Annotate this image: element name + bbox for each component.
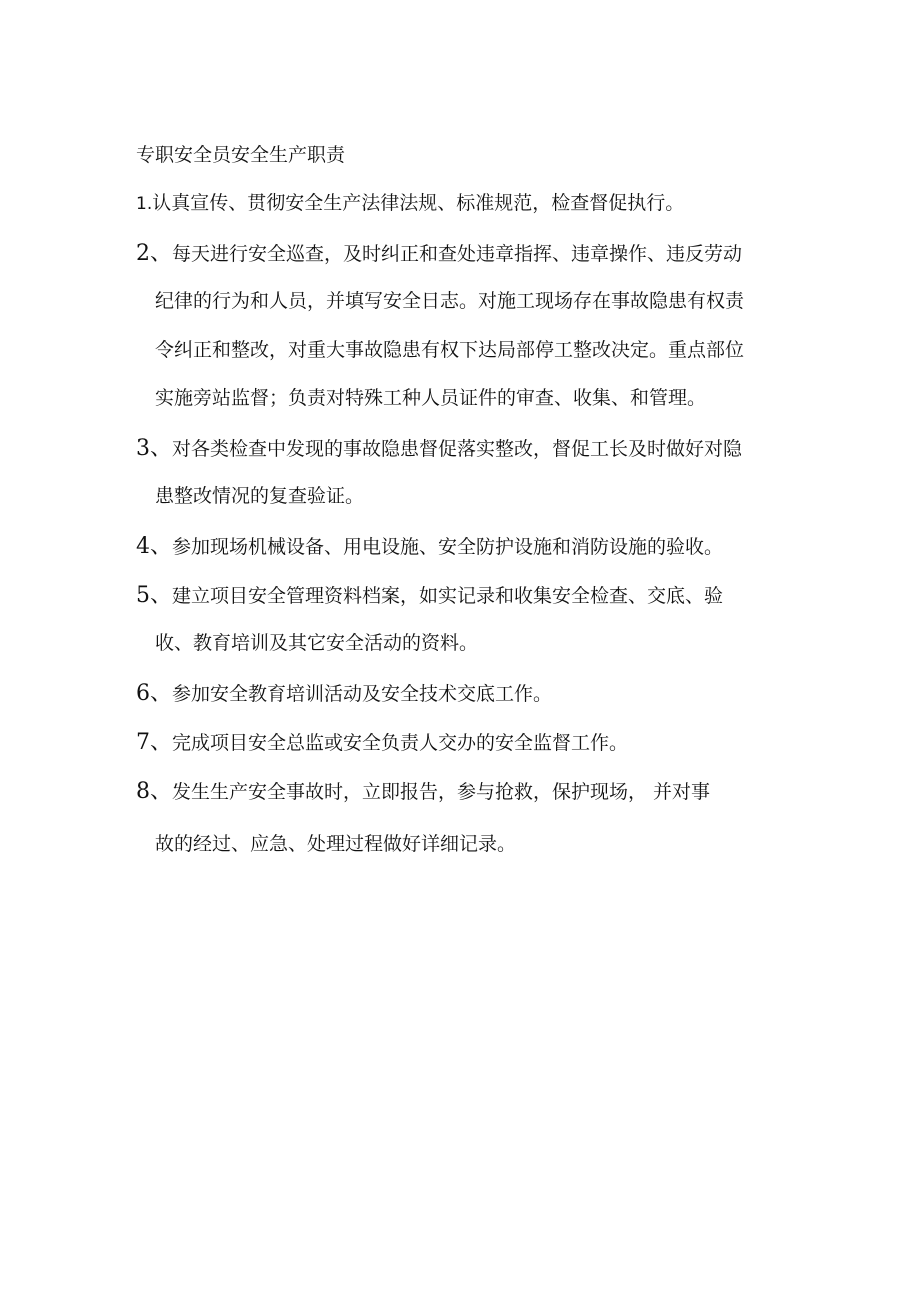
item-number: 4、 — [136, 534, 172, 559]
item-number: 2、 — [136, 241, 172, 266]
list-item-3 — [136, 431, 742, 462]
item-line: 认真宣传、贯彻安全生产法律法规、标准规范，检查督促执行。 — [152, 192, 685, 214]
item-line: 收、教育培训及其它安全活动的资料。 — [155, 632, 479, 654]
item-number: 5、 — [136, 583, 172, 608]
item-line: 纪律的行为和人员，并填写安全日志。对施工现场存在事故隐患有权责 — [155, 290, 745, 312]
page-title: 专职安全员安全生产职责 — [136, 144, 346, 166]
item-line: 每天进行安全巡查，及时纠正和查处违章指挥、违章操作、违反劳动 — [172, 243, 743, 265]
item-line: 令纠正和整改，对重大事故隐患有权下达局部停工整改决定。重点部位 — [155, 339, 745, 361]
item-number: 6、 — [136, 681, 172, 706]
list-item-7 — [136, 725, 628, 756]
item-line: 建立项目安全管理资料档案，如实记录和收集安全检查、交底、验 — [172, 585, 724, 607]
item-line: 患整改情况的复查验证。 — [155, 485, 365, 507]
list-item-5 — [136, 578, 723, 609]
list-item-1 — [136, 188, 684, 215]
list-item-2 — [136, 236, 742, 267]
item-line: 故的经过、应急、处理过程做好详细记录。 — [155, 833, 517, 855]
item-number: 8、 — [136, 779, 172, 804]
item-number: 1. — [136, 194, 153, 214]
list-item-8 — [136, 774, 710, 805]
item-line: 参加现场机械设备、用电设施、安全防护设施和消防设施的验收。 — [172, 536, 724, 558]
list-item-6 — [136, 676, 552, 707]
list-item-4 — [136, 529, 723, 560]
item-line: 参加安全教育培训活动及安全技术交底工作。 — [172, 683, 553, 705]
item-line: 完成项目安全总监或安全负责人交办的安全监督工作。 — [172, 732, 629, 754]
item-line: 实施旁站监督；负责对特殊工种人员证件的审查、收集、和管理。 — [155, 387, 707, 409]
item-number: 3、 — [136, 436, 172, 461]
item-line: 发生生产安全事故时，立即报告，参与抢救，保护现场， 并对事 — [172, 781, 711, 803]
item-number: 7、 — [136, 730, 172, 755]
item-line: 对各类检查中发现的事故隐患督促落实整改，督促工长及时做好对隐 — [172, 438, 743, 460]
